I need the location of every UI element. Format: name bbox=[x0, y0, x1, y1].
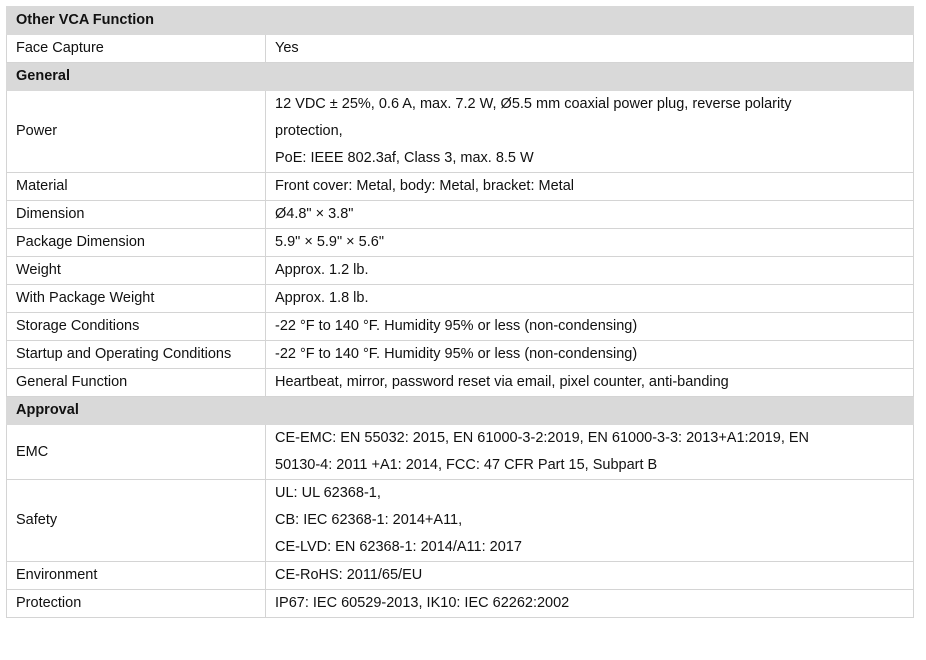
spec-value bbox=[266, 369, 914, 397]
spec-row-face-capture bbox=[7, 35, 914, 63]
spec-row-environment bbox=[7, 562, 914, 590]
spec-label: Power bbox=[7, 91, 266, 173]
spec-row-startup-operating-conditions bbox=[7, 341, 914, 369]
spec-value bbox=[266, 341, 914, 369]
section-title: Approval bbox=[7, 397, 914, 425]
section-header-approval bbox=[7, 397, 914, 425]
spec-value-line: -22 °F to 140 °F. Humidity 95% or less (non-condensing) bbox=[275, 318, 638, 334]
spec-value-line: -22 °F to 140 °F. Humidity 95% or less (non-condensing) bbox=[275, 346, 638, 362]
spec-value-line: Yes bbox=[275, 40, 299, 56]
spec-label: Material bbox=[7, 173, 266, 201]
spec-value-line: protection, bbox=[275, 123, 343, 139]
spec-row-power bbox=[7, 91, 914, 173]
spec-value-line: CE-LVD: EN 62368-1: 2014/A11: 2017 bbox=[275, 539, 522, 555]
spec-label: Startup and Operating Conditions bbox=[7, 341, 266, 369]
spec-row-storage-conditions bbox=[7, 313, 914, 341]
spec-value bbox=[266, 173, 914, 201]
section-title: General bbox=[7, 63, 914, 91]
spec-value-line: CE-RoHS: 2011/65/EU bbox=[275, 567, 423, 583]
spec-label: Protection bbox=[7, 590, 266, 618]
spec-value bbox=[266, 313, 914, 341]
spec-value-line: Ø4.8" × 3.8" bbox=[275, 206, 354, 222]
spec-row-weight bbox=[7, 257, 914, 285]
spec-row-dimension bbox=[7, 201, 914, 229]
spec-value-line: 5.9" × 5.9" × 5.6" bbox=[275, 234, 384, 250]
spec-label: General Function bbox=[7, 369, 266, 397]
spec-value bbox=[266, 257, 914, 285]
spec-value bbox=[266, 285, 914, 313]
section-header-other-vca-function bbox=[7, 7, 914, 35]
spec-row-safety bbox=[7, 480, 914, 562]
spec-value-line: Heartbeat, mirror, password reset via email, pixel counter, anti-banding bbox=[275, 374, 729, 390]
section-header-general bbox=[7, 63, 914, 91]
spec-value bbox=[266, 91, 914, 173]
spec-label: Storage Conditions bbox=[7, 313, 266, 341]
spec-label: Face Capture bbox=[7, 35, 266, 63]
spec-value bbox=[266, 480, 914, 562]
spec-value bbox=[266, 201, 914, 229]
spec-value bbox=[266, 425, 914, 480]
spec-row-material bbox=[7, 173, 914, 201]
spec-label: Environment bbox=[7, 562, 266, 590]
spec-label: Safety bbox=[7, 480, 266, 562]
spec-label: Weight bbox=[7, 257, 266, 285]
spec-label: Package Dimension bbox=[7, 229, 266, 257]
spec-value-line: UL: UL 62368-1, bbox=[275, 485, 381, 501]
spec-value-line: 12 VDC ± 25%, 0.6 A, max. 7.2 W, Ø5.5 mm coaxial power plug, reverse polarity bbox=[275, 96, 792, 112]
spec-row-general-function bbox=[7, 369, 914, 397]
specification-table bbox=[6, 6, 914, 618]
spec-value-line: CB: IEC 62368-1: 2014+A11, bbox=[275, 512, 463, 528]
spec-value-line: 50130-4: 2011 +A1: 2014, FCC: 47 CFR Part 15, Subpart B bbox=[275, 457, 658, 473]
spec-value bbox=[266, 229, 914, 257]
spec-row-package-dimension bbox=[7, 229, 914, 257]
spec-value-line: PoE: IEEE 802.3af, Class 3, max. 8.5 W bbox=[275, 150, 534, 166]
spec-row-protection bbox=[7, 590, 914, 618]
spec-value-line: CE-EMC: EN 55032: 2015, EN 61000-3-2:2019, EN 61000-3-3: 2013+A1:2019, EN bbox=[275, 430, 810, 446]
spec-value bbox=[266, 35, 914, 63]
spec-value bbox=[266, 590, 914, 618]
spec-value-line: Approx. 1.2 lb. bbox=[275, 262, 369, 278]
spec-value-line: Approx. 1.8 lb. bbox=[275, 290, 369, 306]
spec-value bbox=[266, 562, 914, 590]
spec-label: EMC bbox=[7, 425, 266, 480]
spec-value-line: IP67: IEC 60529-2013, IK10: IEC 62262:2002 bbox=[275, 595, 570, 611]
spec-value-line: Front cover: Metal, body: Metal, bracket: Metal bbox=[275, 178, 574, 194]
spec-row-emc bbox=[7, 425, 914, 480]
section-title: Other VCA Function bbox=[7, 7, 914, 35]
spec-label: Dimension bbox=[7, 201, 266, 229]
spec-row-with-package-weight bbox=[7, 285, 914, 313]
spec-label: With Package Weight bbox=[7, 285, 266, 313]
